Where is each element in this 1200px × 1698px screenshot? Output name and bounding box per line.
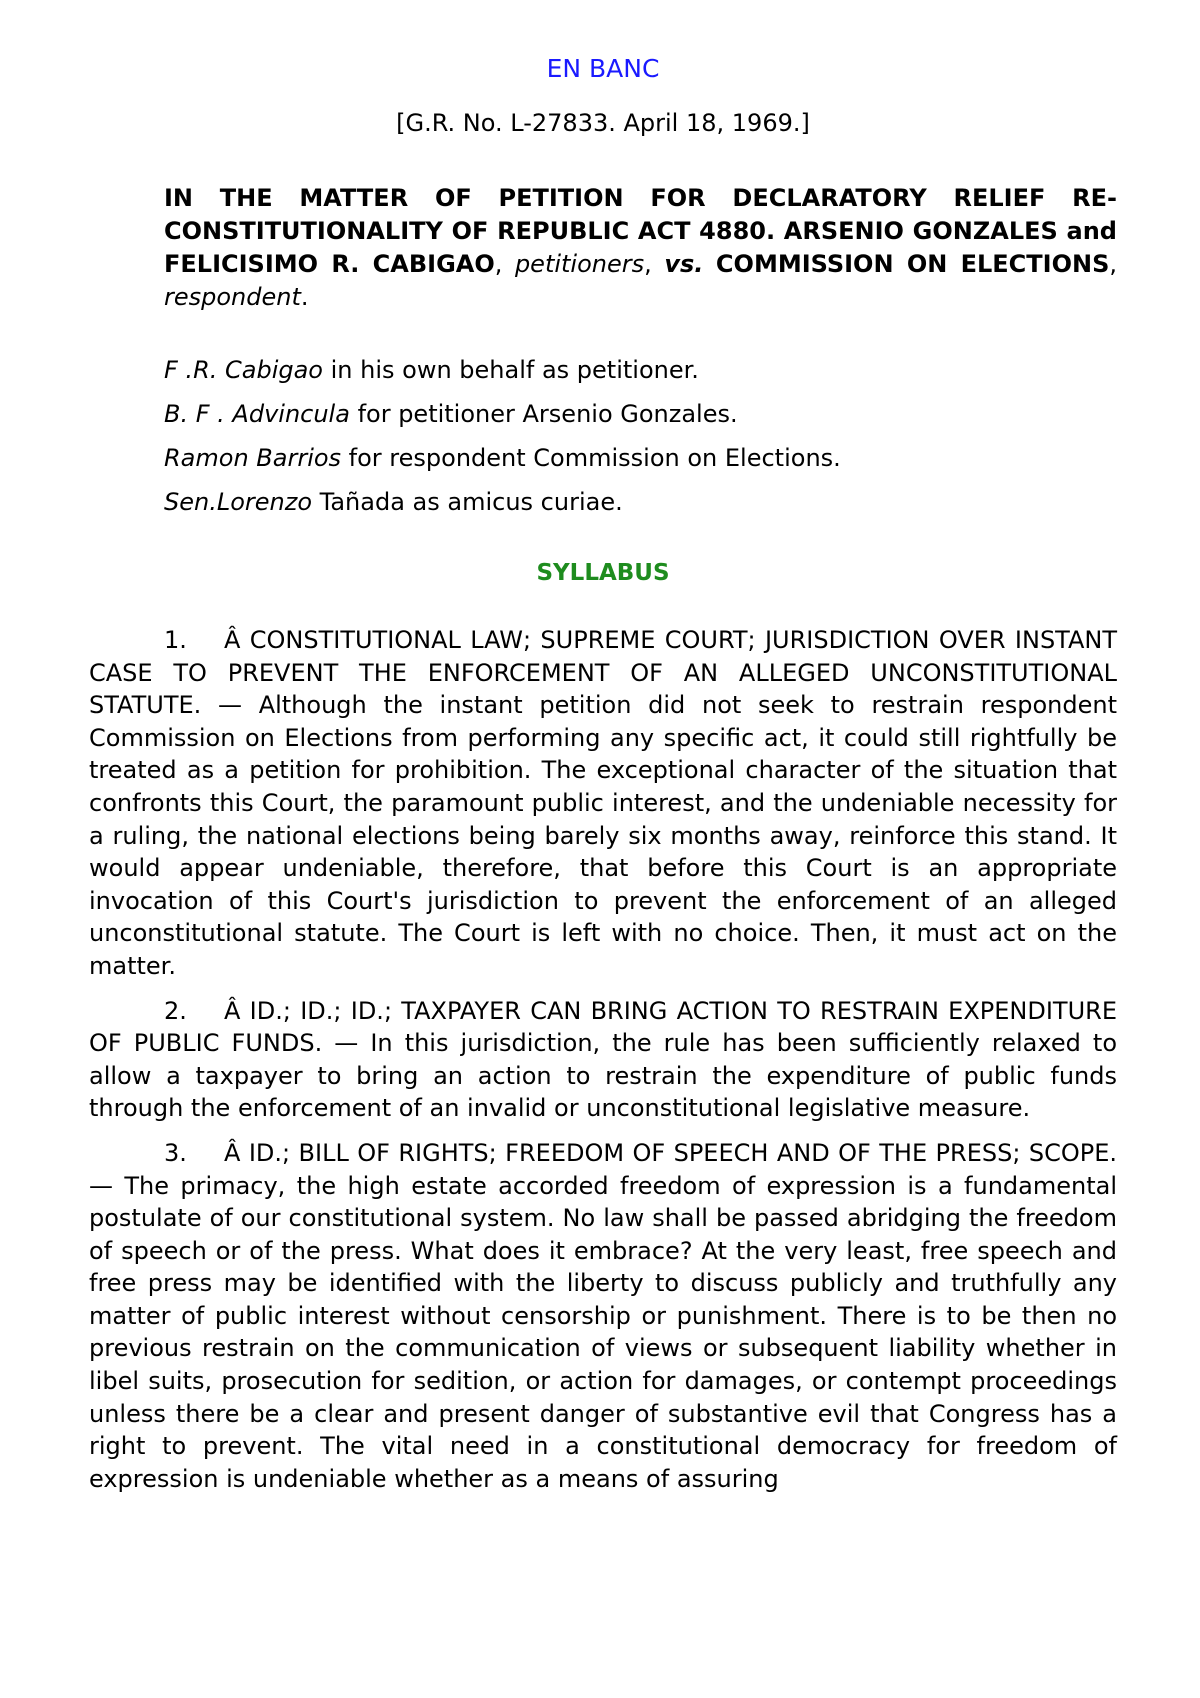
syllabus-text: Â CONSTITUTIONAL LAW; SUPREME COURT; JURISDICTION OVER INSTANT CASE TO PREVENT THE ENFORCEMENT OF AN ALLEGED UNCONSTITUTIONAL STATUTE. — Although the instant petition did not seek to restrain respondent Commission on Elections from performing any specific act, it could still rightfully be treated as a petition for prohibition. The exceptional character of the situation that confronts this Court, the paramount public interest, and the undeniable necessity for a ruling, the national elections being barely six months away, reinforce this stand. It would appear undeniable, therefore, that before this Court is an appropriate invocation of this Court's jurisdiction to prevent the enforcement of an alleged unconstitutional statute. The Court is left with no choice. Then, it must act on the matter. [89, 626, 1117, 980]
case-number: [G.R. No. L-27833. April 18, 1969.] [396, 109, 810, 137]
title-separator: , [1109, 250, 1117, 278]
counsel-role: Tañada as amicus curiae. [312, 488, 623, 516]
syllabus-list [89, 624, 1117, 1495]
counsel-name: F .R. Cabigao [164, 356, 323, 384]
syllabus-number: 3. [164, 1138, 187, 1167]
counsel-entry [164, 354, 1117, 387]
counsel-list [89, 354, 1117, 519]
counsel-name: Sen.Lorenzo [164, 488, 313, 516]
syllabus-paragraph [89, 995, 1117, 1125]
syllabus-paragraph [89, 624, 1117, 983]
counsel-entry [164, 442, 1117, 475]
counsel-role: for respondent Commission on Elections. [341, 444, 841, 472]
respondent-name: COMMISSION ON ELECTIONS [715, 250, 1110, 278]
syllabus-paragraph [89, 1137, 1117, 1496]
syllabus-heading: SYLLABUS [536, 560, 670, 586]
title-separator: , [494, 250, 515, 278]
case-title-parties: IN THE MATTER OF PETITION FOR DECLARATORY RELIEF RE-CONSTITUTIONALITY OF REPUBLIC ACT 4880. ARSENIO GONZALES and FELICISIMO R. CABIGAO [164, 184, 1117, 278]
syllabus-text: Â ID.; BILL OF RIGHTS; FREEDOM OF SPEECH AND OF THE PRESS; SCOPE. — The primacy, the high estate accorded freedom of expression is a fundamental postulate of our constitutional system. No law shall be passed abridging the freedom of speech or of the press. What does it embrace? At the very least, free speech and free press may be identified with the liberty to discuss publicly and truthfully any matter of public interest without censorship or punishment. There is to be then no previous restrain on the communication of views or subsequent liability whether in libel suits, prosecution for sedition, or action for damages, or contempt proceedings unless there be a clear and present danger of substantive evil that Congress has a right to prevent. The vital need in a constitutional democracy for freedom of expression is undeniable whether as a means of assuring [89, 1138, 1117, 1493]
syllabus-number: 2. [164, 996, 187, 1025]
counsel-role: in his own behalf as petitioner. [323, 356, 699, 384]
counsel-entry [164, 486, 1117, 519]
syllabus-number: 1. [164, 626, 187, 654]
syllabus-text: Â ID.; ID.; ID.; TAXPAYER CAN BRING ACTION TO RESTRAIN EXPENDITURE OF PUBLIC FUNDS. — In this jurisdiction, the rule has been sufficiently relaxed to allow a taxpayer to bring an action to restrain the expenditure of public funds through the enforcement of an invalid or unconstitutional legislative measure. [89, 996, 1117, 1123]
versus-label: vs. [664, 250, 704, 278]
counsel-name: B. F . Advincula [164, 400, 350, 428]
counsel-name: Ramon Barrios [164, 444, 342, 472]
title-end: . [300, 283, 309, 311]
respondent-label: respondent [164, 283, 301, 311]
counsel-role: for petitioner Arsenio Gonzales. [349, 400, 738, 428]
title-separator: , [644, 250, 665, 278]
case-title [164, 182, 1117, 314]
court-division: EN BANC [546, 54, 660, 83]
counsel-entry [164, 398, 1117, 431]
petitioners-label: petitioners [514, 250, 645, 278]
